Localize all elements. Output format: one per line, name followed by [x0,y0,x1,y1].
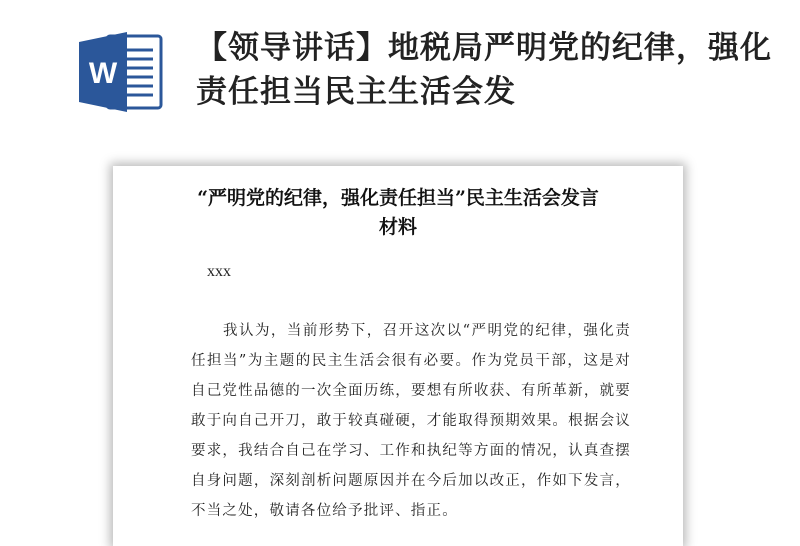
page-title: 【领导讲话】地税局严明党的纪律，强化责任担当民主生活会发 [196,30,772,110]
document-author: xxx [207,263,231,280]
word-document-icon [77,30,165,114]
document-title: “严明党的纪律，强化责任担当”民主生活会发言材料 [197,187,599,238]
document-page [113,166,683,546]
header-banner [0,0,800,140]
svg-text:W: W [88,57,118,90]
document-body-paragraph: 我认为，当前形势下，召开这次以“严明党的纪律，强化责任担当”为主题的民主生活会很有必要。作为党员干部，这是对自己党性品德的一次全面历练，要想有所收获、有所革新，就要敢于向自己开刀，敢于较真碰硬，才能取得预期效果。根据会议要求，我结合自己在学习、工作和执纪等方面的情况，认真查摆自身问题，深刻剖析问题原因并在今后加以改正，作如下发言，不当之处，敬请各位给予批评、指正。 [191,323,631,519]
